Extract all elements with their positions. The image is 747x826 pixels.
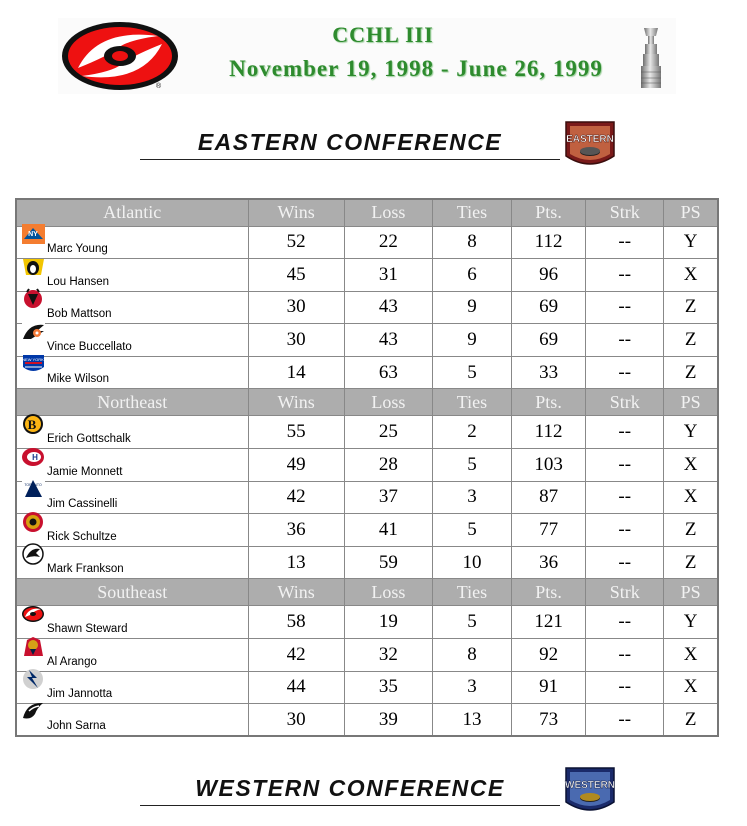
table-row	[16, 481, 718, 514]
column-header-ties-col: Ties	[433, 389, 512, 416]
strk-cell: --	[586, 324, 664, 357]
ps-cell: X	[664, 639, 718, 672]
wins-cell: 58	[248, 606, 344, 639]
player-name: Rick Schultze	[47, 530, 117, 543]
strk-cell: --	[586, 671, 664, 704]
pts-cell: 91	[511, 671, 585, 704]
column-header-strk-col: Strk	[586, 199, 664, 226]
eastern-conference-badge-icon	[560, 120, 620, 170]
player-name: Jim Cassinelli	[47, 498, 118, 511]
wins-cell: 42	[248, 639, 344, 672]
ps-cell: Z	[664, 546, 718, 579]
player-name: Mark Frankson	[47, 563, 124, 576]
ties-cell: 8	[433, 639, 512, 672]
svg-text:EASTERN: EASTERN	[566, 134, 614, 145]
ps-cell: Y	[664, 606, 718, 639]
svg-text:NY: NY	[28, 231, 38, 239]
ps-cell: X	[664, 671, 718, 704]
conference-title: EASTERN CONFERENCE	[197, 129, 503, 155]
player-cell	[16, 704, 248, 737]
svg-text:NEW YORK: NEW YORK	[22, 357, 44, 363]
eastern-conference-heading	[140, 120, 560, 160]
table-row	[16, 671, 718, 704]
player-cell	[16, 606, 248, 639]
pts-cell: 36	[511, 546, 585, 579]
player-cell	[16, 416, 248, 449]
strk-cell: --	[586, 416, 664, 449]
heading-underline	[140, 805, 560, 806]
strk-cell: --	[586, 606, 664, 639]
pts-cell: 33	[511, 356, 585, 389]
svg-text:®: ®	[156, 83, 162, 90]
hurricanes-logo-icon	[58, 18, 182, 94]
pts-cell: 121	[511, 606, 585, 639]
ties-cell: 3	[433, 481, 512, 514]
pts-cell: 112	[511, 416, 585, 449]
player-cell	[16, 481, 248, 514]
flyers-icon	[21, 321, 46, 343]
western-conference-badge-icon	[560, 766, 620, 816]
ties-cell: 8	[433, 226, 512, 259]
ties-cell: 5	[433, 606, 512, 639]
lightning-icon	[21, 668, 46, 690]
table-row	[16, 449, 718, 482]
player-name: Mike Wilson	[47, 373, 109, 386]
wins-cell: 52	[248, 226, 344, 259]
hurricanes-icon	[21, 603, 46, 625]
table-row	[16, 324, 718, 357]
player-name: Marc Young	[47, 243, 108, 256]
player-cell	[16, 291, 248, 324]
ties-cell: 9	[433, 291, 512, 324]
column-header-ties-col: Ties	[433, 579, 512, 606]
player-cell	[16, 671, 248, 704]
ps-cell: X	[664, 481, 718, 514]
bruins-icon	[21, 413, 46, 435]
pts-cell: 96	[511, 259, 585, 292]
ties-cell: 3	[433, 671, 512, 704]
svg-text:H: H	[32, 452, 38, 462]
penguins-icon	[21, 256, 46, 278]
wins-cell: 14	[248, 356, 344, 389]
column-header-ps-col: PS	[664, 389, 718, 416]
ties-cell: 13	[433, 704, 512, 737]
player-cell	[16, 514, 248, 547]
division-header-row	[16, 389, 718, 416]
table-row	[16, 416, 718, 449]
column-header-strk-col: Strk	[586, 389, 664, 416]
division-header-row	[16, 579, 718, 606]
strk-cell: --	[586, 639, 664, 672]
season-dates: November 19, 1998 - June 26, 1999	[229, 56, 603, 81]
capitals-icon	[21, 700, 46, 722]
ties-cell: 5	[433, 514, 512, 547]
ps-cell: Z	[664, 704, 718, 737]
player-name: Shawn Steward	[47, 623, 128, 636]
column-header-loss-col: Loss	[344, 579, 432, 606]
strk-cell: --	[586, 481, 664, 514]
table-row	[16, 606, 718, 639]
division-header-row	[16, 199, 718, 226]
table-row	[16, 704, 718, 737]
column-header-ps-col: PS	[664, 199, 718, 226]
loss-cell: 19	[344, 606, 432, 639]
standings-table	[15, 198, 719, 737]
table-row	[16, 291, 718, 324]
loss-cell: 37	[344, 481, 432, 514]
table-row	[16, 639, 718, 672]
player-cell	[16, 356, 248, 389]
league-title: CCHL III	[332, 22, 434, 47]
column-header-pts-col: Pts.	[511, 389, 585, 416]
player-name: Al Arango	[47, 655, 97, 668]
pts-cell: 77	[511, 514, 585, 547]
loss-cell: 59	[344, 546, 432, 579]
wins-cell: 42	[248, 481, 344, 514]
pts-cell: 87	[511, 481, 585, 514]
ps-cell: X	[664, 259, 718, 292]
loss-cell: 32	[344, 639, 432, 672]
wins-cell: 36	[248, 514, 344, 547]
pts-cell: 112	[511, 226, 585, 259]
wins-cell: 30	[248, 324, 344, 357]
strk-cell: --	[586, 704, 664, 737]
table-row	[16, 226, 718, 259]
player-cell	[16, 226, 248, 259]
player-cell	[16, 639, 248, 672]
western-conference-heading	[140, 766, 560, 806]
column-header-ps-col: PS	[664, 579, 718, 606]
wins-cell: 49	[248, 449, 344, 482]
strk-cell: --	[586, 259, 664, 292]
wins-cell: 30	[248, 291, 344, 324]
loss-cell: 28	[344, 449, 432, 482]
player-name: Erich Gottschalk	[47, 433, 131, 446]
wins-cell: 44	[248, 671, 344, 704]
heading-underline	[140, 159, 560, 160]
loss-cell: 25	[344, 416, 432, 449]
division-name: Northeast	[16, 389, 248, 416]
strk-cell: --	[586, 291, 664, 324]
sabres-icon	[21, 543, 46, 565]
ties-cell: 5	[433, 449, 512, 482]
strk-cell: --	[586, 356, 664, 389]
ps-cell: Z	[664, 324, 718, 357]
column-header-ties-col: Ties	[433, 199, 512, 226]
pts-cell: 69	[511, 324, 585, 357]
rangers-icon	[21, 353, 46, 375]
wins-cell: 13	[248, 546, 344, 579]
player-cell	[16, 546, 248, 579]
panthers-icon	[21, 636, 46, 658]
loss-cell: 35	[344, 671, 432, 704]
column-header-pts-col: Pts.	[511, 579, 585, 606]
loss-cell: 31	[344, 259, 432, 292]
division-name: Atlantic	[16, 199, 248, 226]
ps-cell: Z	[664, 514, 718, 547]
wins-cell: 45	[248, 259, 344, 292]
ties-cell: 5	[433, 356, 512, 389]
league-banner	[58, 18, 676, 94]
loss-cell: 43	[344, 324, 432, 357]
strk-cell: --	[586, 546, 664, 579]
pts-cell: 92	[511, 639, 585, 672]
pts-cell: 73	[511, 704, 585, 737]
islanders-icon	[21, 223, 46, 245]
table-row	[16, 514, 718, 547]
column-header-wins-col: Wins	[248, 389, 344, 416]
column-header-loss-col: Loss	[344, 389, 432, 416]
player-name: Jim Jannotta	[47, 688, 113, 701]
ps-cell: Z	[664, 291, 718, 324]
wins-cell: 55	[248, 416, 344, 449]
canadiens-icon	[21, 446, 46, 468]
ps-cell: Z	[664, 356, 718, 389]
svg-text:TORONTO: TORONTO	[24, 483, 42, 488]
table-row	[16, 259, 718, 292]
strk-cell: --	[586, 514, 664, 547]
player-cell	[16, 324, 248, 357]
column-header-pts-col: Pts.	[511, 199, 585, 226]
loss-cell: 63	[344, 356, 432, 389]
column-header-wins-col: Wins	[248, 579, 344, 606]
loss-cell: 43	[344, 291, 432, 324]
maple-leafs-icon	[21, 478, 46, 500]
ties-cell: 2	[433, 416, 512, 449]
svg-text:WESTERN: WESTERN	[565, 780, 615, 791]
ps-cell: Y	[664, 416, 718, 449]
wins-cell: 30	[248, 704, 344, 737]
ps-cell: X	[664, 449, 718, 482]
stanley-cup-icon	[636, 26, 666, 90]
column-header-loss-col: Loss	[344, 199, 432, 226]
ties-cell: 9	[433, 324, 512, 357]
devils-icon	[21, 288, 46, 310]
pts-cell: 103	[511, 449, 585, 482]
senators-icon	[21, 511, 46, 533]
ties-cell: 6	[433, 259, 512, 292]
table-row	[16, 546, 718, 579]
conference-title: WESTERN CONFERENCE	[195, 775, 505, 801]
loss-cell: 22	[344, 226, 432, 259]
player-name: Jamie Monnett	[47, 465, 123, 478]
player-cell	[16, 449, 248, 482]
column-header-strk-col: Strk	[586, 579, 664, 606]
strk-cell: --	[586, 226, 664, 259]
player-cell	[16, 259, 248, 292]
ties-cell: 10	[433, 546, 512, 579]
strk-cell: --	[586, 449, 664, 482]
loss-cell: 39	[344, 704, 432, 737]
pts-cell: 69	[511, 291, 585, 324]
player-name: Bob Mattson	[47, 308, 112, 321]
table-row	[16, 356, 718, 389]
loss-cell: 41	[344, 514, 432, 547]
division-name: Southeast	[16, 579, 248, 606]
column-header-wins-col: Wins	[248, 199, 344, 226]
player-name: John Sarna	[47, 720, 106, 733]
ps-cell: Y	[664, 226, 718, 259]
player-name: Lou Hansen	[47, 275, 110, 288]
player-name: Vince Buccellato	[47, 340, 132, 353]
svg-text:B: B	[27, 417, 37, 433]
